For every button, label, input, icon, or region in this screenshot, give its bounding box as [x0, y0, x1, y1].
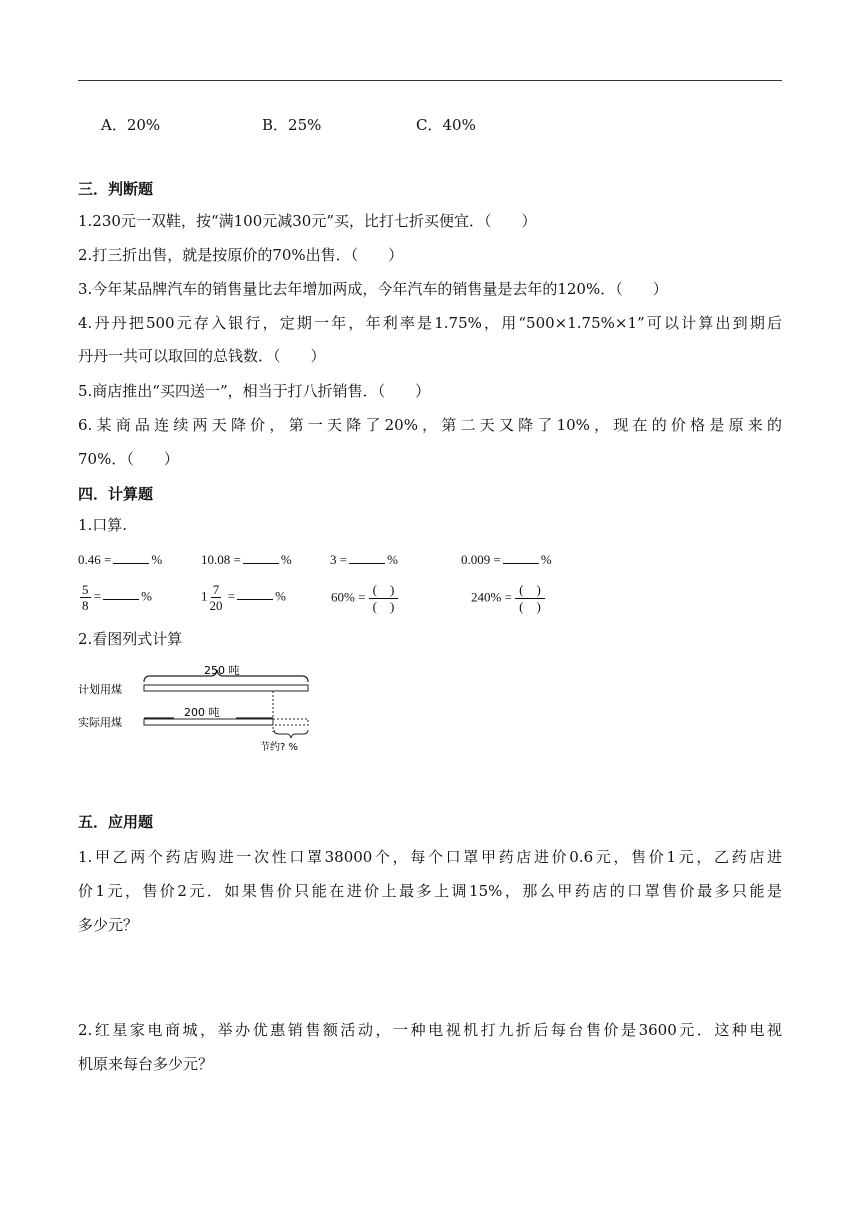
save-brace	[274, 730, 308, 738]
plan-label: 计划用煤	[78, 683, 122, 696]
calc-sub2: 2.看图列式计算	[78, 630, 183, 648]
calc-percent-frac-2: 240% = $\frac{( )}{( )}$	[471, 582, 545, 615]
judge-q3: 3.今年某品牌汽车的销售量比去年增加两成，今年汽车的销售量是去年的120%．（ ）	[78, 280, 668, 298]
section-title-judge: 三．判断题	[78, 180, 154, 198]
coal-diagram	[76, 660, 326, 760]
calc-frac-item-1: $\frac{5}{8}$ = %	[82, 582, 152, 613]
choice-c: C．40%	[416, 116, 476, 134]
judge-q4-line2: 丹丹一共可以取回的总钱数．（ ）	[78, 347, 326, 365]
apply-q1-line3: 多少元？	[78, 916, 139, 934]
saved-bar	[273, 719, 308, 725]
judge-q5: 5.商店推出“买四送一”，相当于打八折销售．（ ）	[78, 382, 431, 400]
header-rule	[78, 80, 782, 81]
choice-b: B．25%	[262, 116, 322, 134]
choice-a: A．20%	[101, 116, 161, 134]
calc-item-4: 0.009 = %	[461, 552, 552, 567]
judge-q2: 2.打三折出售，就是按原价的70%出售．（ ）	[78, 246, 404, 264]
calc-item-1: 0.46 = %	[78, 552, 163, 567]
section-title-calc: 四．计算题	[78, 485, 154, 503]
plan-value: 250 吨	[204, 664, 240, 677]
judge-q6-line1: 6.某商品连续两天降价，第一天降了20%，第二天又降了10%，现在的价格是原来的	[78, 416, 782, 434]
judge-q6-line2: 70%．（ ）	[78, 450, 179, 468]
apply-q2-line1: 2.红星家电商城，举办优惠销售额活动，一种电视机打九折后每台售价是3600元．这种电视	[78, 1021, 782, 1039]
apply-q1-line1: 1.甲乙两个药店购进一次性口罩38000个，每个口罩甲药店进价0.6元，售价1元，乙药店进	[78, 848, 782, 866]
calc-frac-item-2: 1 $\frac{7}{20}$ = %	[201, 582, 286, 613]
actual-bar	[144, 719, 273, 725]
section-title-apply: 五．应用题	[78, 813, 154, 831]
apply-q1-line2: 价1元，售价2元．如果售价只能在进价上最多上调15%，那么甲药店的口罩售价最多只能是	[78, 882, 782, 900]
judge-q1: 1.230元一双鞋，按“满100元减30元”买，比打七折买便宜．（ ）	[78, 212, 537, 230]
actual-value: 200 吨	[184, 706, 220, 719]
judge-q4-line1: 4.丹丹把500元存入银行，定期一年，年利率是1.75%，用“500×1.75%×1”可以计算出到期后	[78, 314, 782, 332]
actual-label: 实际用煤	[78, 716, 122, 729]
calc-sub1: 1.口算.	[78, 516, 128, 534]
calc-item-2: 10.08 = %	[201, 552, 292, 567]
plan-bar	[144, 685, 308, 691]
apply-q2-line2: 机原来每台多少元？	[78, 1055, 214, 1073]
calc-item-3: 3 = %	[330, 552, 398, 567]
save-label: 节约? %	[260, 742, 298, 753]
calc-percent-frac-1: 60% = $\frac{( )}{( )}$	[331, 582, 398, 615]
